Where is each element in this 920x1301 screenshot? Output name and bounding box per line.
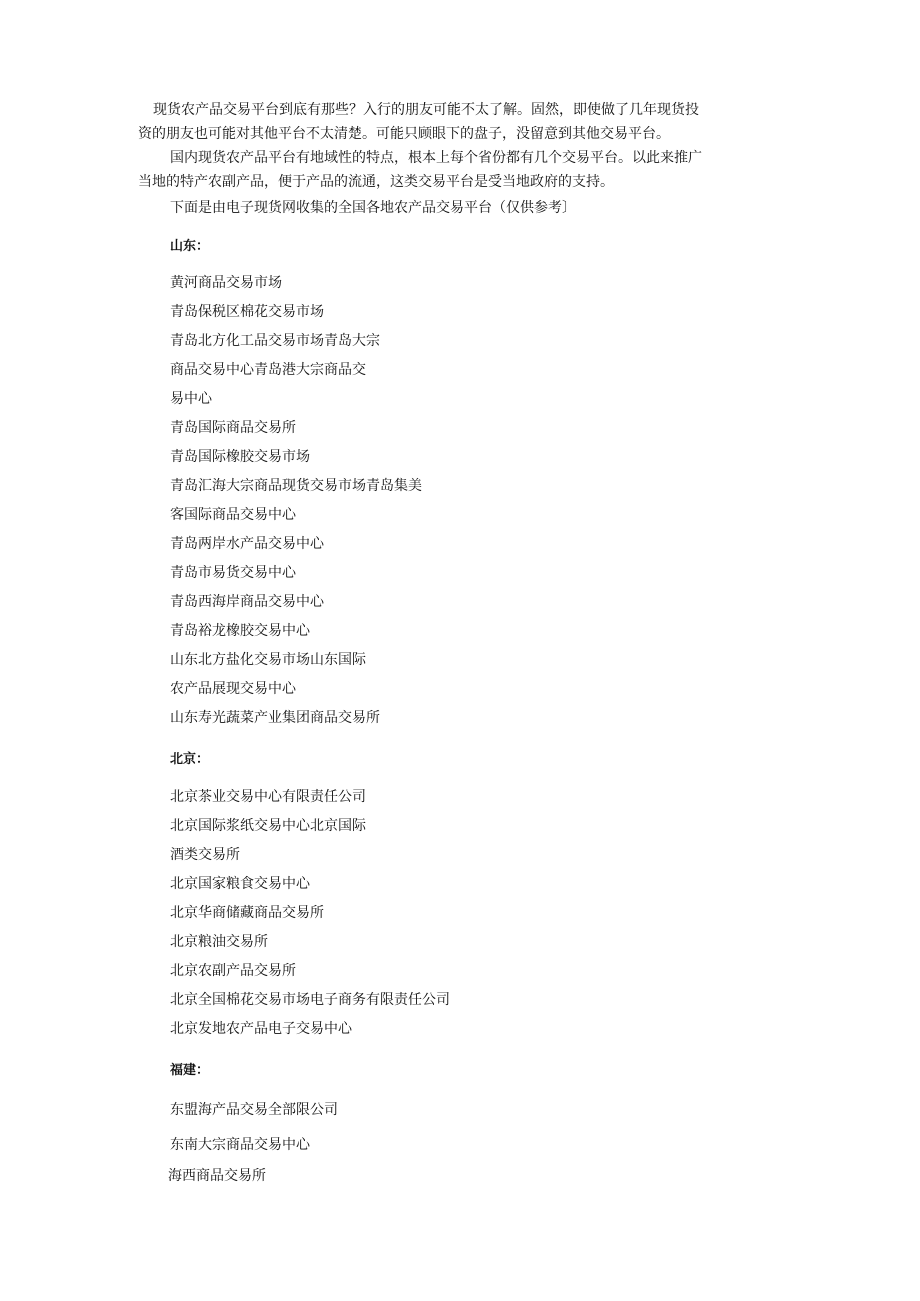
list-item: 北京国际浆纸交易中心北京国际: [170, 818, 366, 834]
intro-paragraph-2-line-2: 当地的特产农副产品，便于产品的流通，这类交易平台是受当地政府的支持。: [138, 174, 614, 190]
list-item: 青岛裕龙橡胶交易中心: [170, 623, 310, 639]
list-item: 客国际商品交易中心: [170, 507, 296, 523]
list-item: 青岛市易货交易中心: [170, 565, 296, 581]
list-item: 青岛保税区棉花交易市场: [170, 304, 324, 320]
list-item: 北京华商储藏商品交易所: [170, 905, 324, 921]
list-item: 北京国家粮食交易中心: [170, 876, 310, 892]
list-item: 黄河商品交易市场: [170, 275, 282, 291]
section-heading-fujian: 福建：: [170, 1063, 210, 1078]
list-item: 北京茶业交易中心有限责任公司: [170, 789, 366, 805]
list-item: 酒类交易所: [170, 847, 240, 863]
intro-paragraph-2-line-1: 国内现货农产品平台有地域性的特点，根本上每个省份都有几个交易平台。以此来推广: [170, 150, 702, 166]
list-item: 青岛国际橡胶交易市场: [170, 449, 310, 465]
intro-paragraph-1-line-2: 资的朋友也可能对其他平台不太清楚。可能只顾眼下的盘子，没留意到其他交易平台。: [138, 126, 670, 142]
list-item: 易中心: [170, 391, 212, 407]
list-item: 农产品展现交易中心: [170, 681, 296, 697]
list-item: 商品交易中心青岛港大宗商品交: [170, 362, 366, 378]
section-heading-shandong: 山东：: [170, 239, 210, 254]
list-item: 青岛汇海大宗商品现货交易市场青岛集美: [170, 478, 422, 494]
list-item: 东南大宗商品交易中心: [170, 1137, 310, 1153]
intro-paragraph-3: 下面是由电子现货网收集的全国各地农产品交易平台（仅供参考〕: [170, 200, 576, 216]
list-item: 北京发地农产品电子交易中心: [170, 1021, 352, 1037]
section-heading-beijing: 北京：: [170, 752, 210, 767]
list-item: 青岛国际商品交易所: [170, 420, 296, 436]
list-item: 海西商品交易所: [168, 1168, 266, 1184]
list-item: 青岛北方化工品交易市场青岛大宗: [170, 333, 380, 349]
list-item: 东盟海产品交易全部限公司: [170, 1102, 338, 1118]
list-item: 北京全国棉花交易市场电子商务有限责任公司: [170, 992, 450, 1008]
list-item: 山东北方盐化交易市场山东国际: [170, 652, 366, 668]
list-item: 山东寿光蔬菜产业集团商品交易所: [170, 710, 380, 726]
list-item: 青岛两岸水产品交易中心: [170, 536, 324, 552]
intro-paragraph-1-line-1: 现货农产品交易平台到底有那些？入行的朋友可能不太了解。固然，即使做了几年现货投: [153, 102, 699, 118]
list-item: 北京农副产品交易所: [170, 963, 296, 979]
list-item: 北京粮油交易所: [170, 934, 268, 950]
list-item: 青岛西海岸商品交易中心: [170, 594, 324, 610]
